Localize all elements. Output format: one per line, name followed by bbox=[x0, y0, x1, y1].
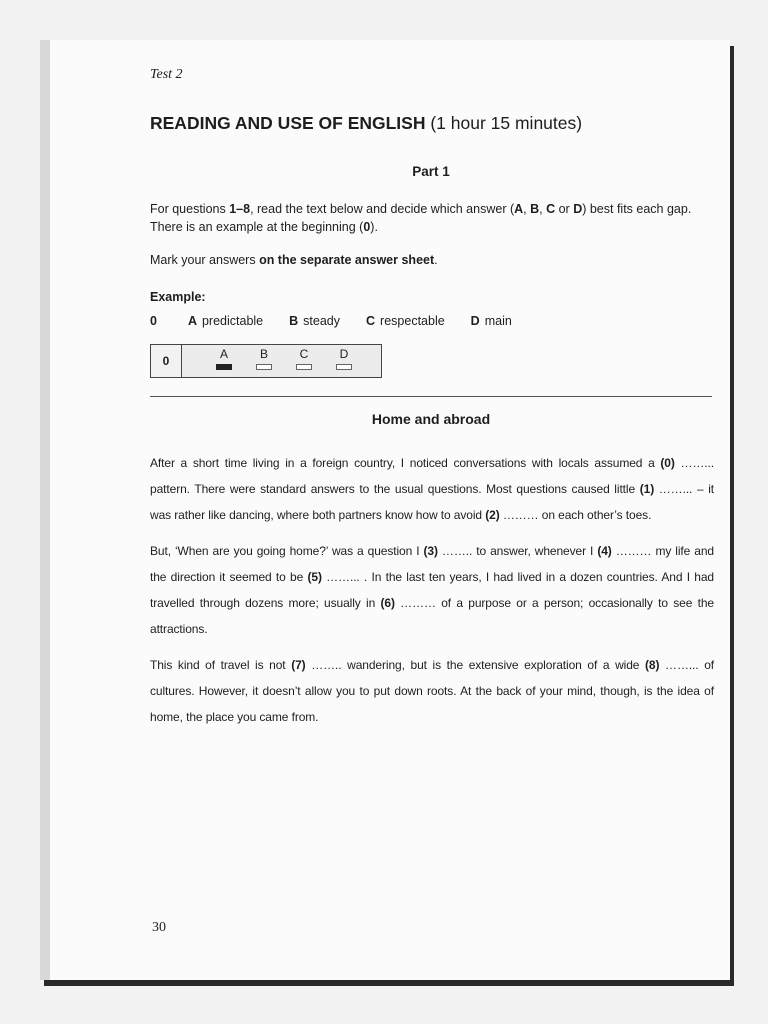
text-segment: …….. to answer, whenever I bbox=[437, 544, 598, 558]
example-number: 0 bbox=[150, 314, 157, 328]
text-segment: ). bbox=[370, 220, 378, 234]
part-heading: Part 1 bbox=[412, 164, 450, 179]
gap-number: (8) bbox=[645, 658, 660, 672]
passage-title: Home and abroad bbox=[371, 411, 491, 427]
text-segment: ) best fits each gap. There is an example at the beginning ( bbox=[150, 202, 692, 234]
text-segment: ……... of cultures. However, it doesn’t allow you to put down roots. At the back of your mind, though, is the idea of home, the place you came from. bbox=[150, 658, 715, 724]
mark-pre: Mark your answers bbox=[150, 253, 260, 267]
text-segment: For questions bbox=[150, 202, 230, 216]
gap-number: (6) bbox=[380, 596, 395, 610]
answer-box-choices bbox=[182, 345, 364, 377]
text-segment: ……… of a purpose or a person; occasionally to see the attractions. bbox=[150, 596, 714, 636]
gap-number: 0 bbox=[363, 220, 371, 234]
example-label: Example: bbox=[150, 290, 206, 304]
example-option-a: A predictable bbox=[187, 314, 264, 328]
test-label: Test 2 bbox=[150, 67, 183, 82]
example-options bbox=[150, 314, 538, 328]
text-segment: ……... pattern. There were standard answers to the usual questions. Most questions caused little bbox=[150, 456, 714, 496]
gap-number: 1–8 bbox=[229, 202, 251, 216]
gap-number: C bbox=[546, 202, 556, 216]
answer-choice-d: D bbox=[324, 345, 364, 377]
answer-bubble bbox=[216, 364, 232, 370]
text-segment: , bbox=[539, 202, 547, 216]
gap-number: (0) bbox=[660, 456, 675, 470]
text-segment: This kind of travel is not bbox=[150, 658, 292, 672]
passage-paragraph-2 bbox=[150, 538, 714, 642]
instructions bbox=[150, 200, 720, 236]
example-option-b: B steady bbox=[289, 314, 341, 328]
text-segment: or bbox=[555, 202, 574, 216]
answer-box-number: 0 bbox=[151, 345, 182, 377]
mark-instruction bbox=[150, 253, 438, 267]
answer-choice-c: C bbox=[284, 345, 324, 377]
gap-number: (2) bbox=[485, 508, 500, 522]
passage-paragraph-3 bbox=[150, 652, 714, 730]
text-segment: ……... . In the last ten years, I had lived in a dozen countries. And I had travelled through dozens more; usually in bbox=[150, 570, 714, 610]
gap-number: (4) bbox=[597, 544, 612, 558]
page-title bbox=[150, 113, 582, 134]
example-option-c: C respectable bbox=[366, 314, 445, 328]
answer-bubble bbox=[336, 364, 352, 370]
text-segment: …….. wandering, but is the extensive exploration of a wide bbox=[305, 658, 646, 672]
gap-number: D bbox=[573, 202, 583, 216]
text-segment: ……… my life and the direction it seemed to be bbox=[150, 544, 714, 584]
title-bold: READING AND USE OF ENGLISH bbox=[150, 113, 426, 133]
text-segment: , bbox=[523, 202, 531, 216]
mark-bold: on the separate answer sheet bbox=[259, 253, 435, 267]
text-segment: But, ‘When are you going home?’ was a question I bbox=[150, 544, 424, 558]
passage-paragraph-1 bbox=[150, 450, 714, 528]
text-segment: ……… on each other’s toes. bbox=[499, 508, 652, 522]
answer-bubble bbox=[296, 364, 312, 370]
example-option-d: D main bbox=[470, 314, 512, 328]
gap-number: (7) bbox=[291, 658, 306, 672]
example-answer-box bbox=[150, 344, 382, 378]
text-segment: , read the text below and decide which answer ( bbox=[250, 202, 515, 216]
mark-post: . bbox=[434, 253, 438, 267]
gap-number: (5) bbox=[307, 570, 322, 584]
answer-choice-a: A bbox=[204, 345, 244, 377]
answer-choice-b: B bbox=[244, 345, 284, 377]
answer-bubble bbox=[256, 364, 272, 370]
gap-number: (3) bbox=[423, 544, 438, 558]
gap-number: A bbox=[514, 202, 524, 216]
divider bbox=[150, 396, 712, 397]
title-duration: (1 hour 15 minutes) bbox=[425, 113, 583, 133]
text-segment: After a short time living in a foreign country, I noticed conversations with locals assumed a bbox=[150, 456, 661, 470]
page-number: 30 bbox=[152, 920, 166, 935]
text-segment: ……... – it was rather like dancing, where both partners know how to avoid bbox=[150, 482, 714, 522]
gap-number: B bbox=[530, 202, 540, 216]
gap-number: (1) bbox=[639, 482, 655, 496]
